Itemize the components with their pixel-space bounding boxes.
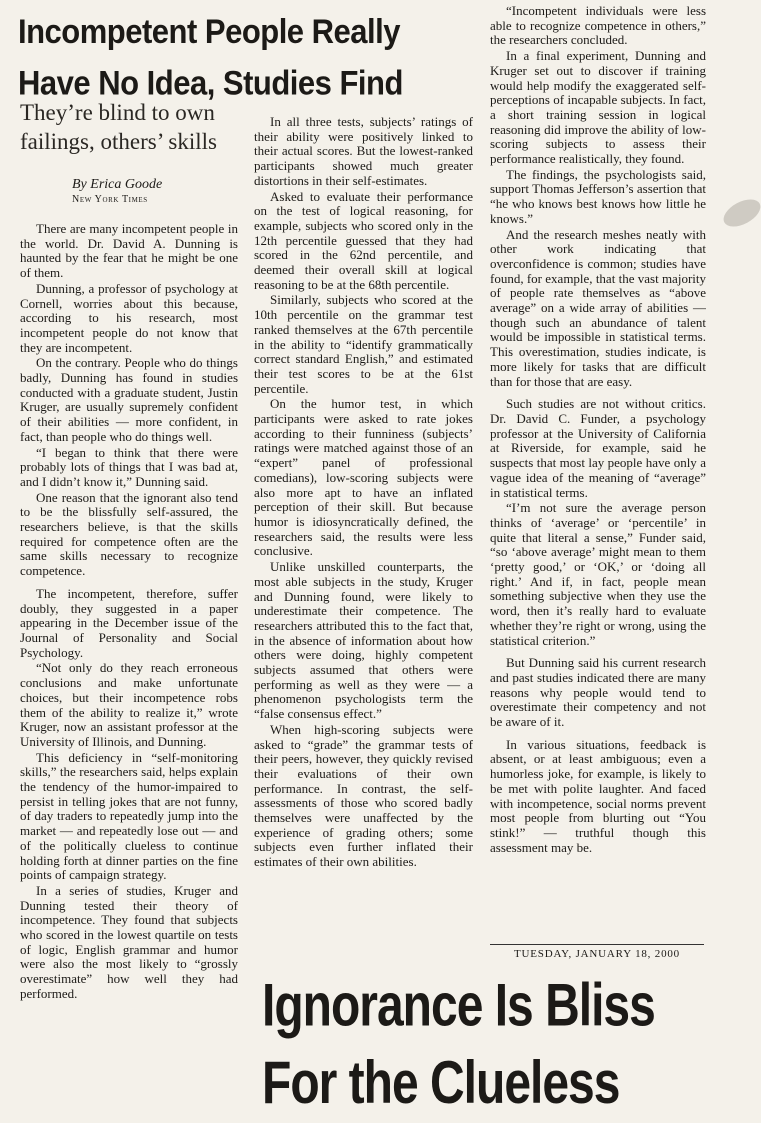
paragraph: In various situations, feedback is absent, or at least ambiguous; even a humorless joke, for example, is likely to be met with polite laughter. And faced with incompetence, social norms prevent most people from blurting out “You stink!” — truthful though this assessment may be.	[490, 738, 706, 856]
dateline: TUESDAY, JANUARY 18, 2000	[490, 944, 704, 960]
article-column-2	[254, 115, 473, 935]
headline-line-1: Incompetent People Really	[18, 6, 488, 58]
subhead-line-2: failings, others’ skills	[20, 127, 235, 156]
subhead	[20, 98, 235, 156]
paragraph: Similarly, subjects who scored at the 10th percentile on the grammar test ranked themselves at the 67th percentile in the ability to “identify grammatically correct standard English,” and estimated their test scores to be at the 61st percentile.	[254, 293, 473, 396]
paragraph: But Dunning said his current research and past studies indicated there are many reasons why people would tend to overestimate their competency and not be aware of it.	[490, 656, 706, 730]
paragraph: The incompetent, therefore, suffer doubly, they suggested in a paper appearing in the December issue of the Journal of Personality and Social Psychology.	[20, 587, 238, 661]
paragraph: “I began to think that there were probably lots of things that I was bad at, and I didn’t know it,” Dunning said.	[20, 446, 238, 490]
paragraph: In all three tests, subjects’ ratings of their ability were positively linked to their actual scores. But the lowest-ranked participants showed much greater distortions in their self-estimates.	[254, 115, 473, 189]
byline	[72, 176, 212, 207]
ink-smudge	[719, 194, 761, 232]
headline-line-2: Have No Idea, Studies Find	[18, 58, 488, 110]
paragraph: Asked to evaluate their performance on the test of logical reasoning, for example, subjects who scored only in the 12th percentile guessed that they had scored in the 62nd percentile, and deemed their overall skill at logical reasoning to be at the 68th percentile.	[254, 190, 473, 293]
paragraph: The findings, the psychologists said, support Thomas Jefferson’s assertion that “he who knows best knows how little he knows.”	[490, 168, 706, 227]
paragraph: In a series of studies, Kruger and Dunning tested their theory of incompetence. They found that subjects who scored in the lowest quartile on tests of logic, English grammar and humor were also the most likely to “grossly overestimate” how well they had performed.	[20, 884, 238, 1002]
paragraph: “Incompetent individuals were less able to recognize competence in others,” the researchers concluded.	[490, 4, 706, 48]
bottom-headline	[262, 968, 722, 1123]
paragraph: There are many incompetent people in the world. Dr. David A. Dunning is haunted by the fear that he might be one of them.	[20, 222, 238, 281]
bottom-headline-line-2: For the Clueless	[262, 1046, 722, 1123]
paragraph: “I’m not sure the average person thinks of ‘average’ or ‘percentile’ in quite that literal a sense,” Funder said, “so ‘above average’ might mean to them ‘pretty good,’ or ‘OK,’ or ‘doing all right.’ And if, in fact, people mean something subjective when they use the word, then it’s really hard to evaluate whether they’re right or wrong, using the statistical criterion.”	[490, 501, 706, 648]
paragraph: One reason that the ignorant also tend to be the blissfully self-assured, the researchers believe, is that the skills required for competence often are the same skills necessary to recognize competence.	[20, 491, 238, 579]
byline-author: By Erica Goode	[72, 176, 212, 193]
paragraph: On the humor test, in which participants were asked to rate jokes according to their funniness (subjects’ ratings were matched against those of an “expert” panel of professional comedians), low-scoring subjects were also more apt to have an inflated perception of their skill. But because humor is idiosyncratically defined, the researchers said, the results were less conclusive.	[254, 397, 473, 559]
headline	[18, 6, 488, 109]
article-column-1	[20, 222, 238, 1102]
bottom-headline-line-1: Ignorance Is Bliss	[262, 968, 722, 1046]
byline-outlet: New York Times	[72, 193, 212, 207]
paragraph: This deficiency in “self-monitoring skills,” the researchers said, helps explain the tendency of the humor-impaired to persist in telling jokes that are not funny, of day traders to repeatedly jump into the market — and repeatedly lose out — and of the politically clueless to continue holding forth at dinner parties on the fine points of campaign strategy.	[20, 751, 238, 883]
subhead-line-1: They’re blind to own	[20, 98, 235, 127]
paragraph: “Not only do they reach erroneous conclusions and make unfortunate choices, but their incompetence robs them of the ability to realize it,” wrote Kruger, now an assistant professor at the University of Illinois, and Dunning.	[20, 661, 238, 749]
article-column-3	[490, 4, 706, 944]
paragraph: When high-scoring subjects were asked to “grade” the grammar tests of their peers, however, they quickly revised their evaluations of their own performance. In contrast, the self-assessments of those who scored badly themselves were unaffected by the experience of grading others; some subjects even further inflated their estimates of their own abilities.	[254, 723, 473, 870]
paragraph: On the contrary. People who do things badly, Dunning has found in studies conducted with a graduate student, Justin Kruger, are usually supremely confident of their abilities — more confident, in fact, than people who do things well.	[20, 356, 238, 444]
paragraph: Such studies are not without critics. Dr. David C. Funder, a psychology professor at the University of California at Riverside, for example, said he suspects that most lay people have only a vague idea of the meaning of “average” in statistical terms.	[490, 397, 706, 500]
paragraph: Unlike unskilled counterparts, the most able subjects in the study, Kruger and Dunning found, were likely to underestimate their competence. The researchers attributed this to the fact that, in the absence of information about how others were doing, highly competent subjects assumed that others were performing as well as they were — a phenomenon psychologists term the “false consensus effect.”	[254, 560, 473, 722]
paragraph: In a final experiment, Dunning and Kruger set out to discover if training would help modify the exaggerated self-perceptions of incapable subjects. In fact, a short training session in logical reasoning did improve the ability of low-scoring subjects to assess their performance realistically, they found.	[490, 49, 706, 167]
paragraph: Dunning, a professor of psychology at Cornell, worries about this because, according to his research, most incompetent people do not know that they are incompetent.	[20, 282, 238, 356]
paragraph: And the research meshes neatly with other work indicating that overconfidence is common; studies have found, for example, that the vast majority of people rate themselves as “above average” on a wide array of abilities — though such an abundance of talent would be impossible in statistical terms. This overestimation, studies indicate, is more likely for tasks that are difficult than for those that are easy.	[490, 228, 706, 390]
